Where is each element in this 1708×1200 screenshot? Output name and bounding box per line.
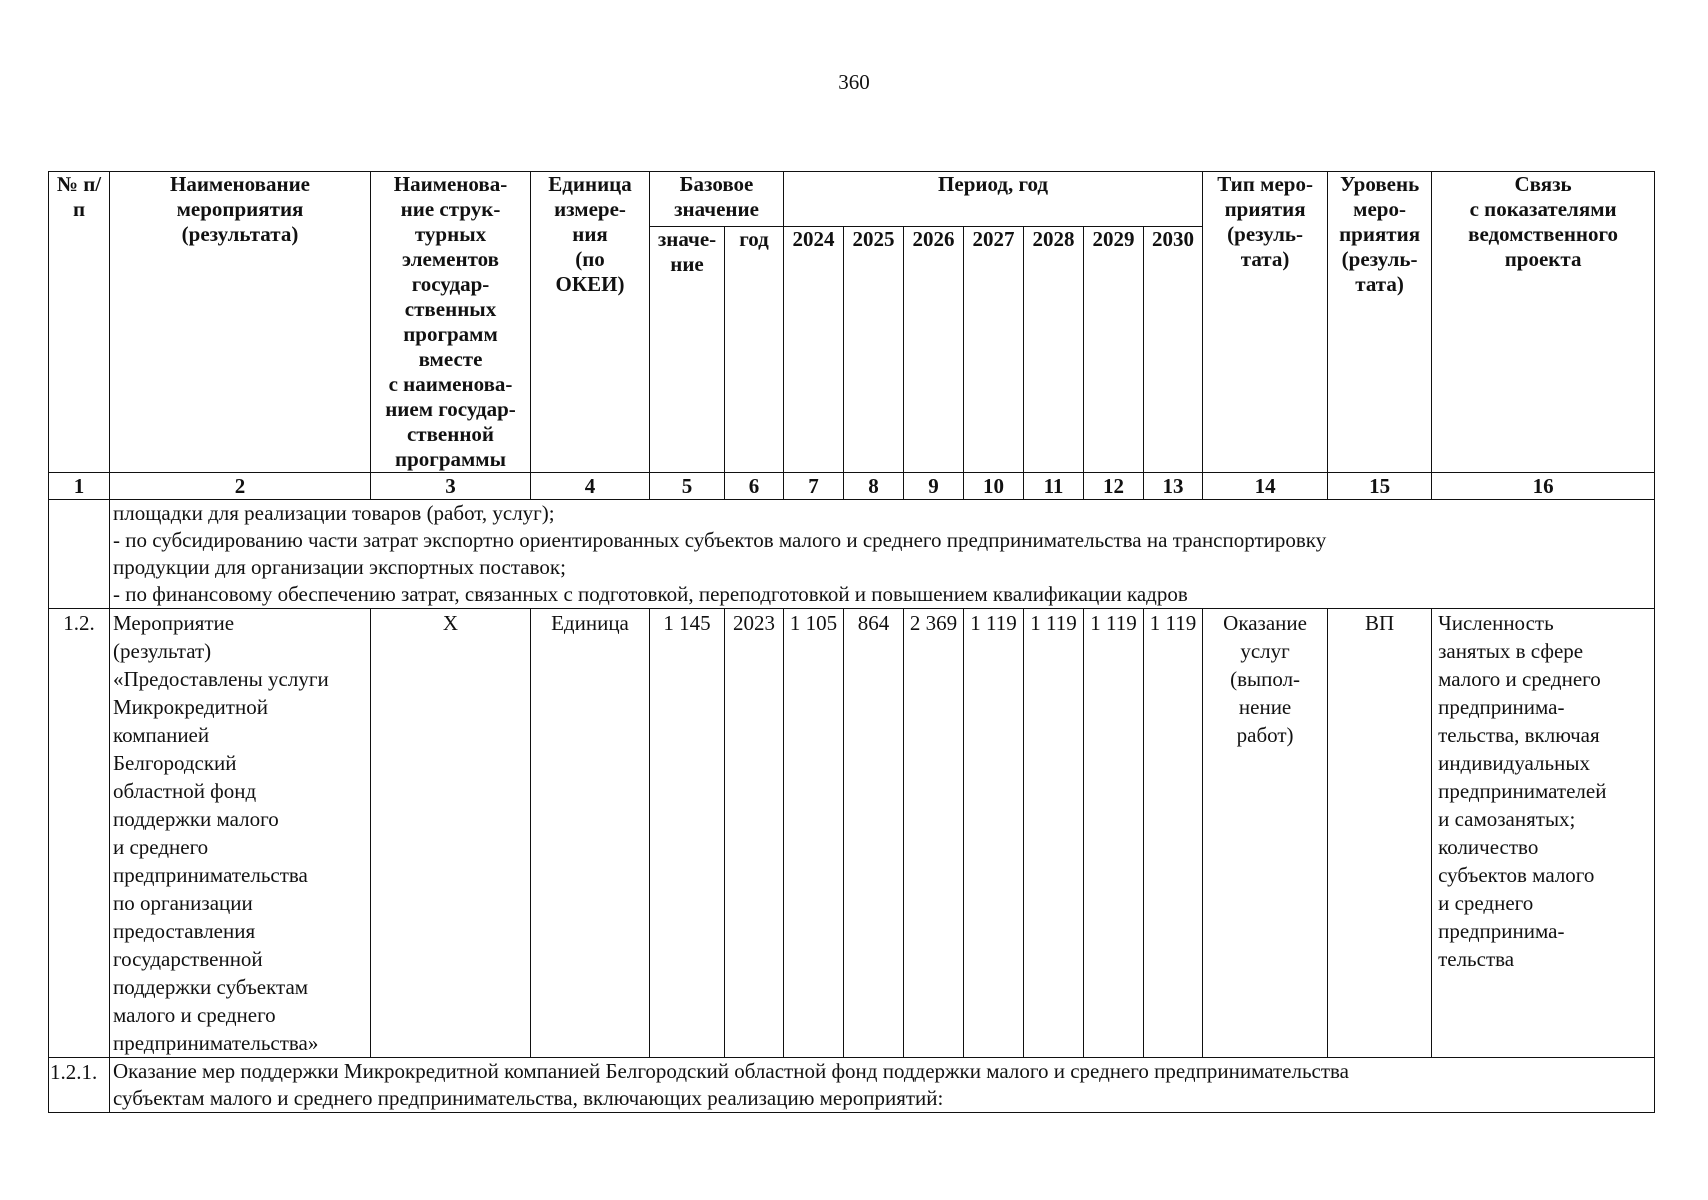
base-value: 1 145 — [650, 609, 725, 1058]
measure-name — [110, 609, 371, 1058]
column-number: 6 — [725, 473, 784, 500]
measure-name-line: по организации — [113, 891, 253, 915]
header-line: Тип меро- — [1217, 172, 1313, 196]
header-measure-name: Наименование мероприятия (результата) — [110, 172, 371, 473]
year-value-2024: 1 105 — [784, 609, 844, 1058]
column-number: 7 — [784, 473, 844, 500]
continuation-text — [110, 500, 1655, 609]
row-num: 1.2.1. — [49, 1058, 110, 1113]
header-line: проекта — [1504, 247, 1582, 271]
indicator-link-line: предпринимателей — [1438, 779, 1607, 803]
column-number: 10 — [964, 473, 1024, 500]
header-line: Связь — [1514, 172, 1572, 196]
measure-name-line: предпринимательства» — [113, 1031, 319, 1055]
measure-name-line: предоставления — [113, 919, 256, 943]
header-line: ственной — [406, 422, 495, 446]
header-period: Период, год — [784, 172, 1203, 227]
row-text — [110, 1058, 1655, 1113]
continuation-num — [49, 500, 110, 609]
header-line: с показателями — [1469, 197, 1617, 221]
measure-type-line: работ) — [1236, 723, 1294, 747]
measure-level: ВП — [1328, 609, 1432, 1058]
column-number: 4 — [531, 473, 650, 500]
header-line: Уровень — [1339, 172, 1420, 196]
measure-name-line: малого и среднего — [113, 1003, 276, 1027]
column-number: 12 — [1084, 473, 1144, 500]
measure-name-line: (результат) — [113, 639, 212, 663]
table-header — [49, 172, 1655, 473]
continuation-line: - по финансовому обеспечению затрат, связанных с подготовкой, переподготовкой и повышением квалификации кадров — [113, 582, 1188, 606]
measure-type-line: (выпол- — [1230, 667, 1301, 691]
header-indicator-link — [1432, 172, 1655, 473]
table-row-1-2 — [49, 609, 1655, 1058]
column-number: 9 — [904, 473, 964, 500]
year-value-2030: 1 119 — [1144, 609, 1203, 1058]
measure-name-line: государственной — [113, 947, 263, 971]
header-line: ОКЕИ) — [555, 272, 625, 296]
header-year: 2024 — [784, 227, 844, 473]
header-base-value-year: год — [725, 227, 784, 473]
measure-name-line: и среднего — [113, 835, 209, 859]
year-value-2028: 1 119 — [1024, 609, 1084, 1058]
indicator-link-line: предпринима- — [1438, 695, 1565, 719]
indicator-link-line: количество — [1438, 835, 1539, 859]
measures-table — [48, 171, 1655, 1113]
column-number: 15 — [1328, 473, 1432, 500]
base-year: 2023 — [725, 609, 784, 1058]
measure-name-line: Мероприятие — [113, 611, 235, 635]
header-base-value-value — [650, 227, 725, 473]
measure-type-line: услуг — [1240, 639, 1290, 663]
header-line: Наименова- — [393, 172, 508, 196]
header-line: ние — [670, 252, 704, 276]
header-line: программ — [403, 322, 498, 346]
column-number: 11 — [1024, 473, 1084, 500]
continuation-line: продукции для организации экспортных поставок; — [113, 555, 566, 579]
measure-name-line: Белгородский — [113, 751, 237, 775]
header-line: элементов — [402, 247, 499, 271]
header-structural-elements — [371, 172, 531, 473]
header-line: ственных — [404, 297, 497, 321]
header-year: 2025 — [844, 227, 904, 473]
header-year: 2029 — [1084, 227, 1144, 473]
header-line: с наименова- — [388, 372, 513, 396]
column-number: 5 — [650, 473, 725, 500]
measure-name-line: Микрокредитной — [113, 695, 268, 719]
header-year: 2026 — [904, 227, 964, 473]
header-line: ведомственного — [1468, 222, 1619, 246]
header-year: 2027 — [964, 227, 1024, 473]
measure-name-line: предпринимательства — [113, 863, 308, 887]
header-line: нием государ- — [385, 397, 516, 421]
header-num: № п/п — [49, 172, 110, 473]
measure-name-line: компанией — [113, 723, 210, 747]
column-number: 1 — [49, 473, 110, 500]
column-number: 13 — [1144, 473, 1203, 500]
column-number: 8 — [844, 473, 904, 500]
indicator-link-line: тельства — [1438, 947, 1515, 971]
measure-name-line: областной фонд — [113, 779, 257, 803]
table-row-1-2-1 — [49, 1058, 1655, 1113]
header-line: (резуль- — [1227, 222, 1303, 246]
measure-type — [1203, 609, 1328, 1058]
year-value-2029: 1 119 — [1084, 609, 1144, 1058]
header-year: 2028 — [1024, 227, 1084, 473]
header-line: тата) — [1355, 272, 1404, 296]
column-number-row — [49, 473, 1655, 500]
measure-name-line: поддержки субъектам — [113, 975, 309, 999]
year-value-2025: 864 — [844, 609, 904, 1058]
row-text-line: Оказание мер поддержки Микрокредитной компанией Белгородский областной фонд поддержки малого и среднего предпринимательства — [113, 1059, 1350, 1083]
continuation-line: площадки для реализации товаров (работ, услуг); — [113, 501, 555, 525]
year-value-2027: 1 119 — [964, 609, 1024, 1058]
header-line: (по — [575, 247, 605, 271]
header-line: турных — [414, 222, 487, 246]
header-line: меро- — [1353, 197, 1406, 221]
measure-name-line: поддержки малого — [113, 807, 279, 831]
header-line: приятия — [1224, 197, 1306, 221]
indicator-link-line: малого и среднего — [1438, 667, 1601, 691]
indicator-link-line: субъектов малого — [1438, 863, 1595, 887]
indicator-link-line: занятых в сфере — [1438, 639, 1584, 663]
indicator-link-line: и среднего — [1438, 891, 1534, 915]
header-line: (резуль- — [1341, 247, 1418, 271]
continuation-row — [49, 500, 1655, 609]
row-num: 1.2. — [49, 609, 110, 1058]
indicator-link-line: Численность — [1438, 611, 1554, 635]
indicator-link — [1432, 609, 1655, 1058]
indicator-link-line: предпринима- — [1438, 919, 1565, 943]
header-line: вместе — [418, 347, 483, 371]
page-number: 360 — [838, 70, 870, 94]
header-base-value: Базовое значение — [650, 172, 784, 227]
indicator-link-line: индивидуальных — [1438, 751, 1590, 775]
measure-type-line: нение — [1238, 695, 1292, 719]
continuation-line: - по субсидированию части затрат экспортно ориентированных субъектов малого и среднего предпринимательства на транспортировку — [113, 528, 1327, 552]
year-value-2026: 2 369 — [904, 609, 964, 1058]
header-line: государ- — [411, 272, 490, 296]
indicator-link-line: и самозанятых; — [1438, 807, 1576, 831]
row-text-line: субъектам малого и среднего предпринимательства, включающих реализацию мероприятий: — [113, 1086, 944, 1110]
column-number: 14 — [1203, 473, 1328, 500]
structural-element: X — [371, 609, 531, 1058]
header-line: приятия — [1339, 222, 1421, 246]
column-number: 3 — [371, 473, 531, 500]
header-line: Единица — [548, 172, 632, 196]
header-measure-type — [1203, 172, 1328, 473]
header-measure-level — [1328, 172, 1432, 473]
header-line: ния — [572, 222, 608, 246]
header-line: программы — [395, 447, 506, 471]
measure-name-line: «Предоставлены услуги — [113, 667, 329, 691]
header-line: значе- — [657, 227, 717, 251]
header-year: 2030 — [1144, 227, 1203, 473]
indicator-link-line: тельства, включая — [1438, 723, 1600, 747]
header-line: измере- — [554, 197, 626, 221]
unit: Единица — [531, 609, 650, 1058]
column-number: 16 — [1432, 473, 1655, 500]
header-unit — [531, 172, 650, 473]
header-line: тата) — [1240, 247, 1290, 271]
measure-type-line: Оказание — [1223, 611, 1307, 635]
column-number: 2 — [110, 473, 371, 500]
header-line: ние струк- — [400, 197, 501, 221]
